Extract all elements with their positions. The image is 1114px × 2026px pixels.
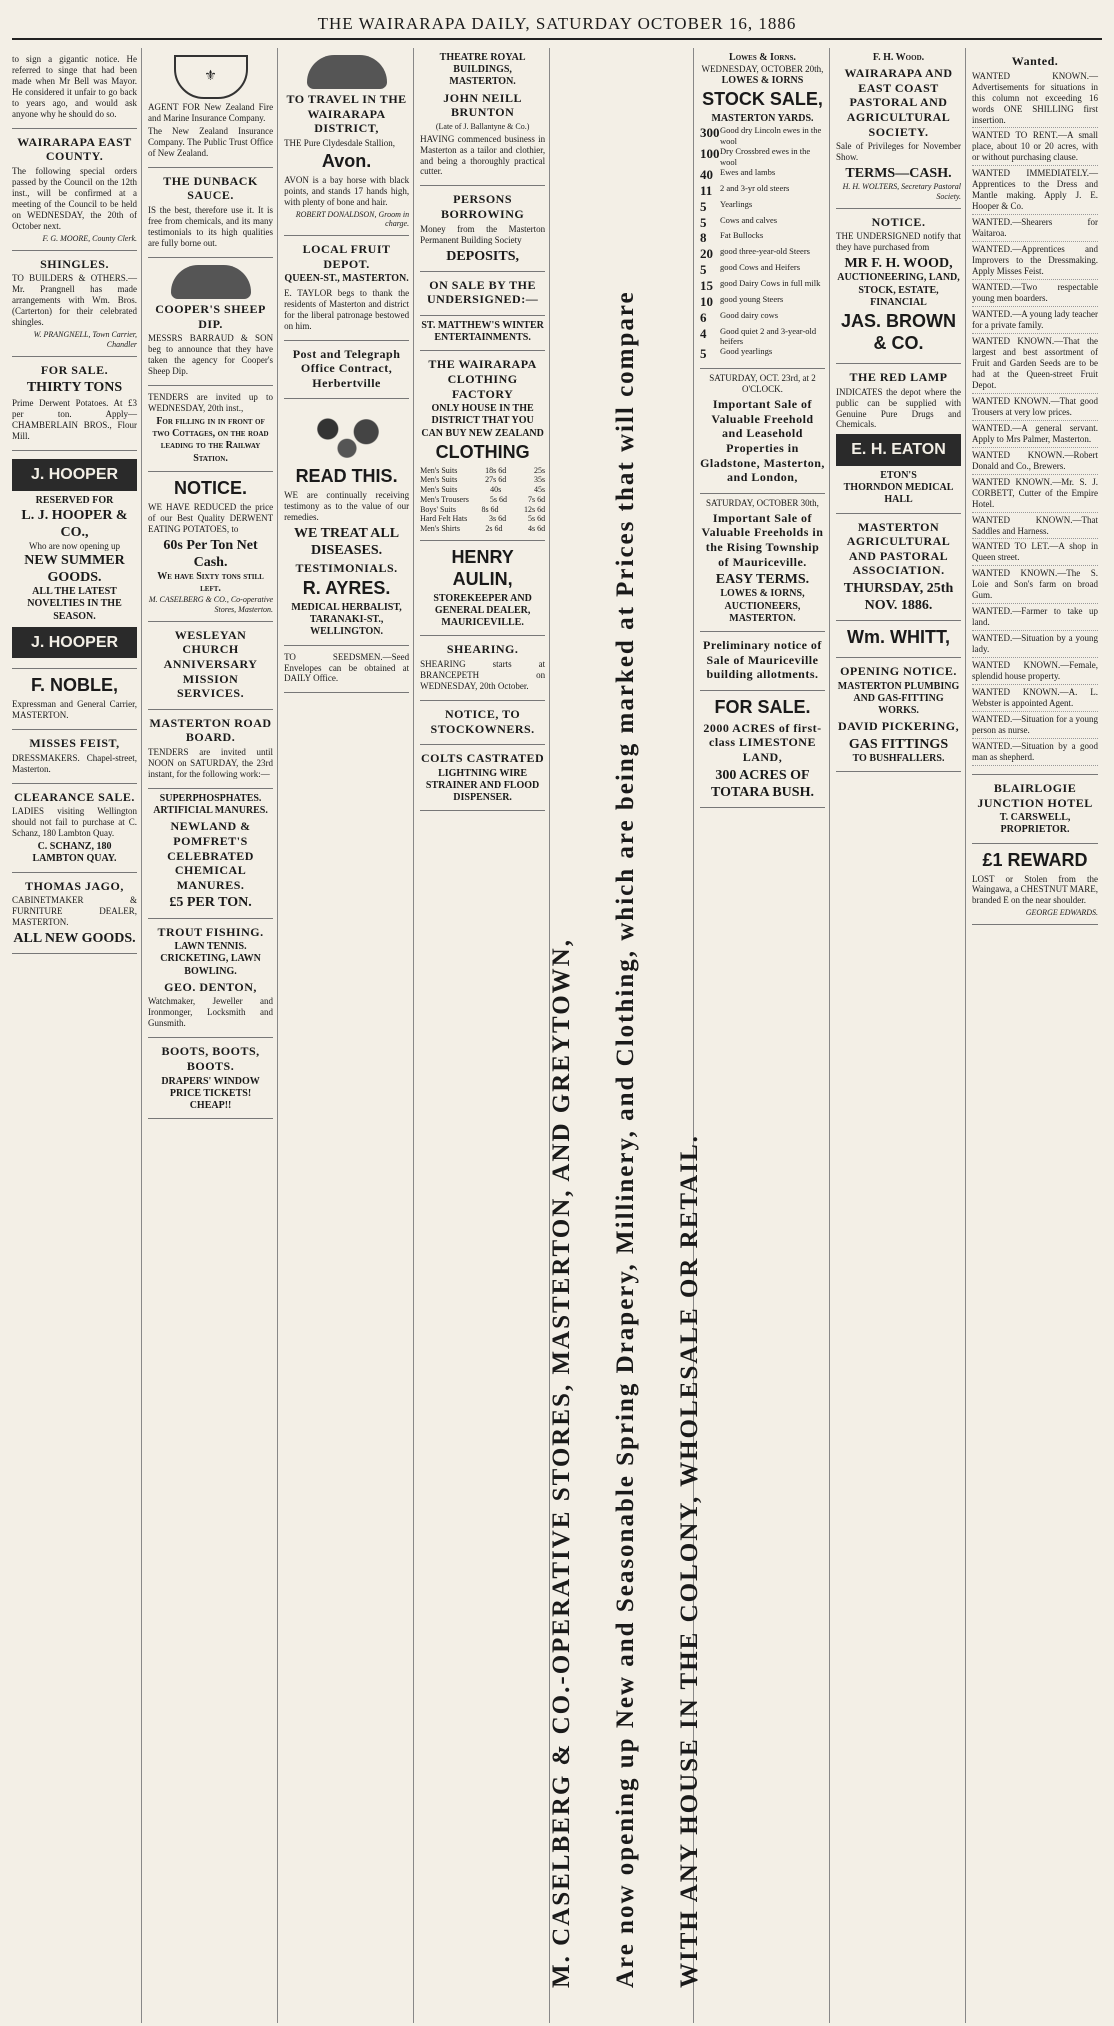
dunback-ad xyxy=(148,168,273,258)
price-item: Men's Suits xyxy=(420,465,458,475)
notice-signature: F. G. MOORE, County Clerk. xyxy=(42,233,138,243)
acres-title: 2000 ACRES of first-class LIMESTONE LAND, xyxy=(703,720,822,764)
price-a: 8s 6d xyxy=(481,504,499,514)
potatoes-ad xyxy=(12,357,137,452)
wanted-item: WANTED KNOWN.—Female, splendid house property. xyxy=(972,660,1098,685)
stockowners-title: NOTICE, TO STOCKOWNERS. xyxy=(430,706,535,736)
plumbing-ad xyxy=(836,658,961,772)
insurance-ad xyxy=(148,48,273,168)
price-item: Boys' Suits xyxy=(420,504,456,514)
read-title: READ THIS. xyxy=(295,466,398,487)
newland-title: NEWLAND & POMFRET'S CELEBRATED CHEMICAL MANURES. xyxy=(167,819,254,892)
agri-ad xyxy=(836,514,961,622)
fruit-sub: QUEEN-ST., MASTERTON. xyxy=(284,273,409,285)
aulin-sub: STOREKEEPER AND GENERAL DEALER, MAURICEVILLE. xyxy=(433,592,532,629)
wood-biz: AUCTIONEERING, LAND, STOCK, ESTATE, FINANCIAL xyxy=(837,272,960,308)
reward-body: LOST or Stolen from the Waingawa, a CHESTNUT MARE, branded E on the near shoulder. xyxy=(972,873,1099,906)
manure-price: £5 PER TON. xyxy=(169,895,252,911)
lowes-sub: LOWES & IORNS xyxy=(721,75,804,87)
whitt-name: Wm. WHITT, xyxy=(847,627,950,648)
price-item: Men's Shirts xyxy=(420,524,460,534)
potato-notice xyxy=(148,472,273,622)
price-row xyxy=(420,514,545,524)
building-society-ad xyxy=(420,186,545,271)
trout-title: TROUT FISHING. xyxy=(157,924,264,939)
cooper-body: MESSRS BARRAUD & SON beg to announce that they have taken the agency for Cooper's Sheep Dip. xyxy=(148,333,274,377)
price-a: 27s 6d xyxy=(485,475,507,485)
wesleyan-ad xyxy=(148,622,273,710)
horse-body: AVON is a bay horse with black points, and stands 17 hands high, with plenty of bone and hair. xyxy=(284,174,410,207)
story-text: to sign a gigantic notice. He referred to singe that had been made when Mr Bell was Mayor. He considered it unfair to go back to years ago, and would ask anyone why he should do so. xyxy=(12,54,138,119)
stock-desc: Dry Crossbred ewes in the wool xyxy=(719,146,811,167)
stock-count: 40 xyxy=(699,166,713,182)
post-office-ad xyxy=(284,341,409,400)
horse-icon xyxy=(307,55,387,89)
cooper-ad xyxy=(148,258,273,386)
theatre-label: THEATRE ROYAL BUILDINGS, MASTERTON. xyxy=(439,52,526,88)
clearance-body: LADIES visiting Wellington should not fail to purchase at C. Schanz, 180 Lambton Quay. xyxy=(12,806,138,839)
wanted-item: WANTED KNOWN.—Advertisements for situations in this column not exceeding 16 words ONE SHILLING first insertion. xyxy=(972,71,1098,129)
stock-desc: Good dairy cows xyxy=(719,309,779,320)
price-item: Men's Suits xyxy=(420,475,458,485)
wanted-item: WANTED KNOWN.—Robert Donald and Co., Brewers. xyxy=(972,450,1098,475)
lowes-iorns: LOWES & IORNS, AUCTIONEERS, MASTERTON. xyxy=(720,588,805,624)
agri-title: MASTERTON AGRICULTURAL AND PASTORAL ASSOCIATION. xyxy=(846,519,951,578)
stock-count: 6 xyxy=(699,309,707,325)
price-item: Men's Suits xyxy=(420,485,458,495)
lamp-title: THE RED LAMP xyxy=(849,369,948,384)
bush-title: TO BUSHFALLERS. xyxy=(852,753,945,765)
masthead: THE WAIRARAPA DAILY, SATURDAY OCTOBER 16, 1886 xyxy=(12,10,1102,40)
denton-ad xyxy=(148,919,273,1039)
price-a: 3s 6d xyxy=(489,514,507,524)
stock-count: 10 xyxy=(699,293,713,309)
east-coast-notice xyxy=(12,129,137,251)
entertainment-title: ST. MATTHEW'S WINTER ENTERTAINMENTS. xyxy=(421,319,544,344)
stallion-ad xyxy=(284,48,409,236)
price-b: 45s xyxy=(533,485,546,495)
wanted-item: WANTED KNOWN.—The S. Loie and Son's farm on broad Gum. xyxy=(972,568,1098,604)
boots-title: BOOTS, BOOTS, BOOTS. xyxy=(161,1044,260,1073)
hooper-banner: J. HOOPER xyxy=(12,627,137,659)
price-item: Hard Felt Hats xyxy=(420,514,468,524)
noble-body: Expressman and General Carrier, MASTERTON. xyxy=(12,699,138,721)
cures-title: WE TREAT ALL DISEASES. xyxy=(294,526,400,559)
jago-ad xyxy=(12,873,137,955)
stock-desc: 2 and 3-yr old steers xyxy=(719,182,790,193)
stock-desc: good Cows and Heifers xyxy=(719,262,800,273)
deposits-title: DEPOSITS, xyxy=(446,248,519,264)
casselberg-vertical-ad xyxy=(548,48,704,2023)
travel-title: TO TRAVEL IN THE WAIRARAPA DISTRICT, xyxy=(286,92,407,136)
vertical-line-2: Are now opening up New and Seasonable Spring Drapery, Millinery, and Clothing, which are being marked at Prices that will compare xyxy=(612,290,640,1988)
clothing-factory-ad xyxy=(420,351,545,541)
wanted-item: WANTED TO RENT.—A small place, about 10 or 20 acres, with or without purchasing clause. xyxy=(972,130,1098,166)
wood-top: F. H. Wood. xyxy=(872,52,925,63)
clothing-sub: ONLY HOUSE IN THE DISTRICT THAT YOU CAN BUY NEW ZEALAND xyxy=(421,403,544,439)
stock-desc: Ewes and lambs xyxy=(719,166,776,177)
noble-ad xyxy=(12,669,137,730)
tenders-title: TENDERS are invited up to WEDNESDAY, 20th inst., xyxy=(148,392,274,414)
stock-count: 20 xyxy=(699,246,713,262)
red-lamp-ad xyxy=(836,364,961,514)
dunback-body: IS the best, therefore use it. It is free from chemicals, and its many testimonials to its high qualities are fully borne out. xyxy=(148,205,274,248)
forsale-headline: THIRTY TONS xyxy=(26,380,123,396)
reward-sig: GEORGE EDWARDS. xyxy=(1025,908,1099,918)
insurance-body: The New Zealand Insurance Company. The Public Trust Office of New Zealand. xyxy=(148,125,274,158)
gas-title: GAS FITTINGS xyxy=(848,736,949,752)
stock-desc: Fat Bullocks xyxy=(719,230,764,241)
price-row xyxy=(420,505,545,515)
shearing-title: SHEARING. xyxy=(446,642,519,657)
lamp-body: INDICATES the depot where the public can be supplied with Genuine Pure Drugs and Chemicals. xyxy=(836,386,962,430)
feist-body: DRESSMAKERS. Chapel-street, Masterton. xyxy=(12,752,138,774)
forsale-title: FOR SALE. xyxy=(40,362,109,377)
seedsmen-text: TO SEEDSMEN.—Seed Envelopes can be obtained at DAILY Office. xyxy=(284,651,410,684)
wanted-item: WANTED.—Two respectable young men boarders. xyxy=(972,282,1098,307)
price-row xyxy=(420,466,545,476)
medical-hall: THORNDON MEDICAL HALL xyxy=(843,482,954,506)
totara-title: 300 ACRES OF TOTARA BUSH. xyxy=(711,767,814,800)
colts-ad xyxy=(420,745,545,811)
price-a: 5s 6d xyxy=(489,494,507,504)
stockowners-ad xyxy=(420,701,545,745)
clothing-headline: CLOTHING xyxy=(435,441,530,462)
borrowing-body: Money from the Masterton Permanent Building Society xyxy=(420,223,546,245)
hotel-body: T. CARSWELL, PROPRIETOR. xyxy=(999,812,1071,836)
read-body: WE are continually receiving testimony as to the value of our remedies. xyxy=(284,490,410,523)
road-body: TENDERS are invited until NOON on SATURDAY, the 23rd instant, for the following work:— xyxy=(148,747,274,779)
colts-title: COLTS CASTRATED xyxy=(421,751,545,766)
price-item: Men's Trousers xyxy=(420,494,469,504)
wanted-item: WANTED.—A young lady teacher for a private family. xyxy=(972,309,1098,334)
notice-title: WAIRARAPA EAST COUNTY. xyxy=(17,134,132,164)
price-row xyxy=(420,524,545,534)
sat-30: SATURDAY, OCTOBER 30th, xyxy=(706,497,819,508)
jago-body: CABINETMAKER & FURNITURE DEALER, MASTERTON. xyxy=(12,895,138,928)
hooper-logo: J. HOOPER xyxy=(12,459,137,491)
price-b: 4s 6d xyxy=(527,524,546,534)
stock-sub: MASTERTON YARDS. xyxy=(711,113,814,125)
shearing-ad xyxy=(420,636,545,701)
road-board-ad xyxy=(148,710,273,789)
price-row xyxy=(420,495,545,505)
boots-ad xyxy=(148,1038,273,1119)
wanted-section xyxy=(972,48,1098,775)
column-7 xyxy=(836,48,966,2023)
fruit-title: LOCAL FRUIT DEPOT. xyxy=(302,242,391,271)
wood-sig: H. H. WOLTERS, Secretary Pastoral Society. xyxy=(842,182,962,202)
aulin-name: HENRY AULIN, xyxy=(451,546,514,589)
fruit-body: E. TAYLOR begs to thank the residents of Masterton and district for the liberal patronage bestowed on him. xyxy=(284,287,410,331)
reward-title: £1 REWARD xyxy=(982,849,1088,870)
insurance-title: AGENT FOR New Zealand Fire and Marine Insurance Company. xyxy=(148,102,274,123)
ayres-name: R. AYRES. xyxy=(302,578,391,599)
columns xyxy=(12,48,1102,2023)
notice-body: WE HAVE REDUCED the price of our Best Quality DERWENT EATING POTATOES, to xyxy=(148,501,274,534)
coat-of-arms-icon: ⚜ xyxy=(174,55,248,99)
price-row xyxy=(420,485,545,495)
freehold-title: Important Sale of Valuable Freehold and Leasehold Properties in Gladstone, Masterton, and London, xyxy=(700,397,825,485)
sat-sale: SATURDAY, OCT. 23rd, at 2 O'CLOCK. xyxy=(709,373,816,395)
shingles-body: TO BUILDERS & OTHERS.—Mr. Prangnell has made arrangements with Wm. Bros. (Carterton) for their celebrated shingles. xyxy=(12,273,138,328)
lowes-date: WEDNESDAY, OCTOBER 20th, xyxy=(701,64,824,75)
wanted-item: WANTED.—Situation by a good man as shepherd. xyxy=(972,741,1098,766)
ayres-body: MEDICAL HERBALIST, TARANAKI-ST., WELLINGTON. xyxy=(291,601,402,638)
whitt-ad xyxy=(836,621,961,658)
wanted-item: WANTED.—Farmer to take up land. xyxy=(972,606,1098,631)
feist-name: MISSES FEIST, xyxy=(29,736,120,751)
eaton-name: E. H. EATON xyxy=(836,434,961,466)
all-new-goods: ALL NEW GOODS. xyxy=(13,931,136,947)
reward-ad xyxy=(972,844,1098,926)
wanted-item: WANTED.—A general servant. Apply to Mrs Palmer, Masterton. xyxy=(972,423,1098,448)
notice-body: The following special orders passed by the Council on the 12th inst., will be confirmed at a meeting of the Council to be held on WEDNESDAY, the 20th of October next. xyxy=(12,166,138,231)
wood-name: MR F. H. WOOD, xyxy=(844,256,953,272)
plumbing-title: MASTERTON PLUMBING AND GAS-FITTING WORKS. xyxy=(837,680,960,717)
wanted-item: WANTED KNOWN.—That the largest and best assortment of Fruit and Garden Seeds are to be had at the Queen-street Fruit Depot. xyxy=(972,336,1098,394)
price-a: 40s xyxy=(490,485,502,495)
wanted-item: WANTED IMMEDIATELY.—Apprentices to the Dress and Mantle making. Apply J. E. Hooper & Co. xyxy=(972,168,1098,215)
post-title: Post and Telegraph Office Contract, Herbertville xyxy=(292,346,401,390)
cooper-title: COOPER'S SHEEP DIP. xyxy=(155,301,266,331)
feist-ad xyxy=(12,730,137,784)
price-list xyxy=(420,466,545,534)
jago-name: THOMAS JAGO, xyxy=(25,878,124,893)
hooper-new-goods: NEW SUMMER GOODS. xyxy=(24,553,125,586)
stock-desc: Yearlings xyxy=(719,198,753,209)
shingles-title: SHINGLES. xyxy=(40,256,109,271)
hooper-name: L. J. HOOPER & CO., xyxy=(21,507,128,540)
easy-terms: EASY TERMS. xyxy=(715,572,810,588)
stock-count: 5 xyxy=(699,198,707,214)
price-b: 35s xyxy=(533,475,546,485)
borrowing-title: PERSONS BORROWING xyxy=(441,192,525,222)
show-body: Sale of Privileges for November Show. xyxy=(836,141,962,163)
show-title: WAIRARAPA AND EAST COAST PASTORAL AND AGRICULTURAL SOCIETY. xyxy=(844,66,953,139)
column-8 xyxy=(972,48,1102,2023)
casselberg-sig: M. CASELBERG & CO., Co-operative Stores, Masterton. xyxy=(148,595,274,614)
wanted-item: WANTED KNOWN.—A. L. Webster is appointed Agent. xyxy=(972,687,1098,712)
clearance-ad xyxy=(12,784,137,873)
manure-ad xyxy=(148,789,273,919)
stock-count: 5 xyxy=(699,262,707,278)
stock-count: 5 xyxy=(699,346,707,362)
lowes-top: Lowes & Iorns. xyxy=(729,52,796,63)
wanted-item: WANTED TO LET.—A shop in Queen street. xyxy=(972,541,1098,566)
hotel-ad xyxy=(972,775,1098,844)
brunton-name: JOHN NEILL BRUNTON xyxy=(443,90,522,120)
stock-desc: Good dry Lincoln ewes in the wool xyxy=(719,125,822,146)
sheep-icon xyxy=(171,265,251,299)
sale-title: ON SALE BY THE UNDERSIGNED:— xyxy=(427,277,539,307)
price-b: 25s xyxy=(533,465,546,475)
wanted-item: WANTED KNOWN.—That Saddles and Harness. xyxy=(972,515,1098,540)
notice-price: 60s Per Ton Net Cash. xyxy=(163,537,258,570)
terms: TERMS—CASH. xyxy=(845,166,952,182)
hooper-novelties: ALL THE LATEST NOVELTIES IN THE SEASON. xyxy=(27,586,122,622)
schanz-name: C. SCHANZ, 180 LAMBTON QUAY. xyxy=(32,841,117,865)
wanted-item: WANTED.—Apprentices and Improvers to the Dressmaking. Apply Misses Feist. xyxy=(972,244,1098,280)
shearing-body: SHEARING starts at BRANCEPETH on WEDNESDAY, 20th October. xyxy=(420,659,546,691)
stock-title: STOCK SALE, xyxy=(702,89,823,110)
pickering-name: DAVID PICKERING, xyxy=(837,719,960,734)
wanted-item: WANTED.—Situation for a young person as nurse. xyxy=(972,714,1098,739)
wanted-item: WANTED.—Situation by a young lady. xyxy=(972,633,1098,658)
wood-notice xyxy=(836,209,961,364)
stock-desc: good young Steers xyxy=(719,293,784,304)
price-row xyxy=(420,475,545,485)
stock-count: 5 xyxy=(699,214,707,230)
column-3 xyxy=(284,48,414,2023)
column-1 xyxy=(12,48,142,2023)
hooper-tagline: Who are now opening up xyxy=(29,541,120,552)
hooper-ad xyxy=(12,451,137,669)
wanted-item: WANTED KNOWN.—Mr. S. J. CORBETT, Cutter of the Empire Hotel. xyxy=(972,477,1098,513)
forsale-body: Prime Derwent Potatoes. At £3 per ton. Apply— CHAMBERLAIN BROS., Flour Mill. xyxy=(12,398,138,442)
fruit-depot-ad xyxy=(284,236,409,340)
stock-count: 4 xyxy=(699,325,707,341)
stock-count: 300 xyxy=(699,125,720,141)
price-b: 12s 6d xyxy=(524,504,546,514)
brunton-sub: (Late of J. Ballantyne & Co.) xyxy=(435,121,530,131)
noble-name: F. NOBLE, xyxy=(31,675,119,696)
aulin-ad xyxy=(420,541,545,636)
stock-count: 100 xyxy=(699,146,720,162)
wanted-list xyxy=(972,71,1098,766)
reserved-label: RESERVED FOR xyxy=(35,494,114,506)
show-date: THURSDAY, 25th NOV. 1886. xyxy=(843,581,954,614)
sale-ad xyxy=(420,272,545,316)
shingles-signature: W. PRANGNELL, Town Carrier, Chandler xyxy=(33,330,138,349)
notice-body: THE UNDERSIGNED notify that they have purchased from xyxy=(836,231,962,253)
travel-body: THE Pure Clydesdale Stallion, xyxy=(284,137,396,148)
testimonials-title: TESTIMONIALS. xyxy=(295,561,398,576)
notice-left: We have Sixty tons still left. xyxy=(157,570,264,594)
flowers-icon xyxy=(299,407,395,462)
stock-desc: Good yearlings xyxy=(719,346,773,357)
stock-desc: good three-year-old Steers xyxy=(719,246,810,257)
wanted-item: WANTED KNOWN.—That good Trousers at very low prices. xyxy=(972,396,1098,421)
lightning-title: LIGHTNING WIRE STRAINER AND FLOOD DISPENSER. xyxy=(425,767,540,804)
tenders-ad xyxy=(148,386,273,472)
wesleyan-title: WESLEYAN CHURCH ANNIVERSARY MISSION SERVICES. xyxy=(163,627,258,701)
road-title: MASTERTON ROAD BOARD. xyxy=(149,715,272,745)
clearance-title: CLEARANCE SALE. xyxy=(14,789,135,804)
hotel-title: BLAIRLOGIE JUNCTION HOTEL xyxy=(977,780,1093,810)
vertical-line-3: WITH ANY HOUSE IN THE COLONY, WHOLESALE OR RETAIL. xyxy=(676,1134,704,1988)
news-story xyxy=(12,48,137,129)
stock-desc: Cows and calves xyxy=(719,214,778,225)
seedsmen-ad xyxy=(284,646,409,694)
entertainment-ad xyxy=(420,316,545,351)
denton-body: Watchmaker, Jeweller and Ironmonger, Locksmith and Gunsmith. xyxy=(148,996,274,1029)
brunton-ad xyxy=(420,48,545,186)
clothing-title: THE WAIRARAPA CLOTHING FACTORY xyxy=(428,357,537,401)
tenders-body: For filling in in front of two Cottages, on the road leading to the Railway Station. xyxy=(152,416,269,464)
mauriceville-title: Important Sale of Valuable Freeholds in the Rising Township of Mauriceville. xyxy=(701,510,824,569)
vertical-line-1: M. CASELBERG & CO.-OPERATIVE STORES, MASTERTON, AND GREYTOWN, xyxy=(548,938,576,1988)
price-b: 5s 6d xyxy=(527,514,546,524)
vertical-text xyxy=(548,58,704,1988)
opening-title: OPENING NOTICE. xyxy=(840,664,957,679)
forsale-title: FOR SALE. xyxy=(714,696,811,717)
price-b: 7s 6d xyxy=(527,494,546,504)
stock-count: 11 xyxy=(699,182,713,198)
price-a: 2s 6d xyxy=(485,524,503,534)
dunback-title: THE DUNBACK SAUCE. xyxy=(163,173,258,203)
superphosphates: SUPERPHOSPHATES. ARTIFICIAL MANURES. xyxy=(153,792,268,817)
wanted-head: Wanted. xyxy=(1011,54,1059,68)
prelim-title: Preliminary notice of Sale of Mauriceville building allotments. xyxy=(703,637,822,682)
wanted-item: WANTED.—Shearers for Waitaroa. xyxy=(972,217,1098,242)
denton-name: GEO. DENTON, xyxy=(164,979,257,994)
notice-title: NOTICE. xyxy=(174,477,248,498)
price-a: 18s 6d xyxy=(485,465,507,475)
shingles-ad xyxy=(12,251,137,357)
stock-count: 15 xyxy=(699,277,713,293)
herbalist-ad xyxy=(284,399,409,645)
brown-name: JAS. BROWN & CO. xyxy=(841,311,957,353)
stock-count: 8 xyxy=(699,230,707,246)
show-ad xyxy=(836,48,961,209)
cricket-title: LAWN TENNIS. CRICKETING, LAWN BOWLING. xyxy=(160,941,261,977)
drapers-title: DRAPERS' WINDOW PRICE TICKETS! CHEAP!! xyxy=(161,1075,260,1111)
etons: ETON'S xyxy=(880,469,917,481)
horse-sig: ROBERT DONALDSON, Groom in charge. xyxy=(295,209,410,229)
brunton-body: HAVING commenced business in Masterton as a tailor and clothier, and being a thoroughly practical cutter. xyxy=(420,133,546,177)
stock-desc: Good quiet 2 and 3-year-old heifers xyxy=(719,325,817,346)
stock-desc: good Dairy Cows in full milk xyxy=(719,277,821,288)
column-2 xyxy=(148,48,278,2023)
horse-name: Avon. xyxy=(321,150,372,171)
notice-title: NOTICE. xyxy=(871,214,926,229)
